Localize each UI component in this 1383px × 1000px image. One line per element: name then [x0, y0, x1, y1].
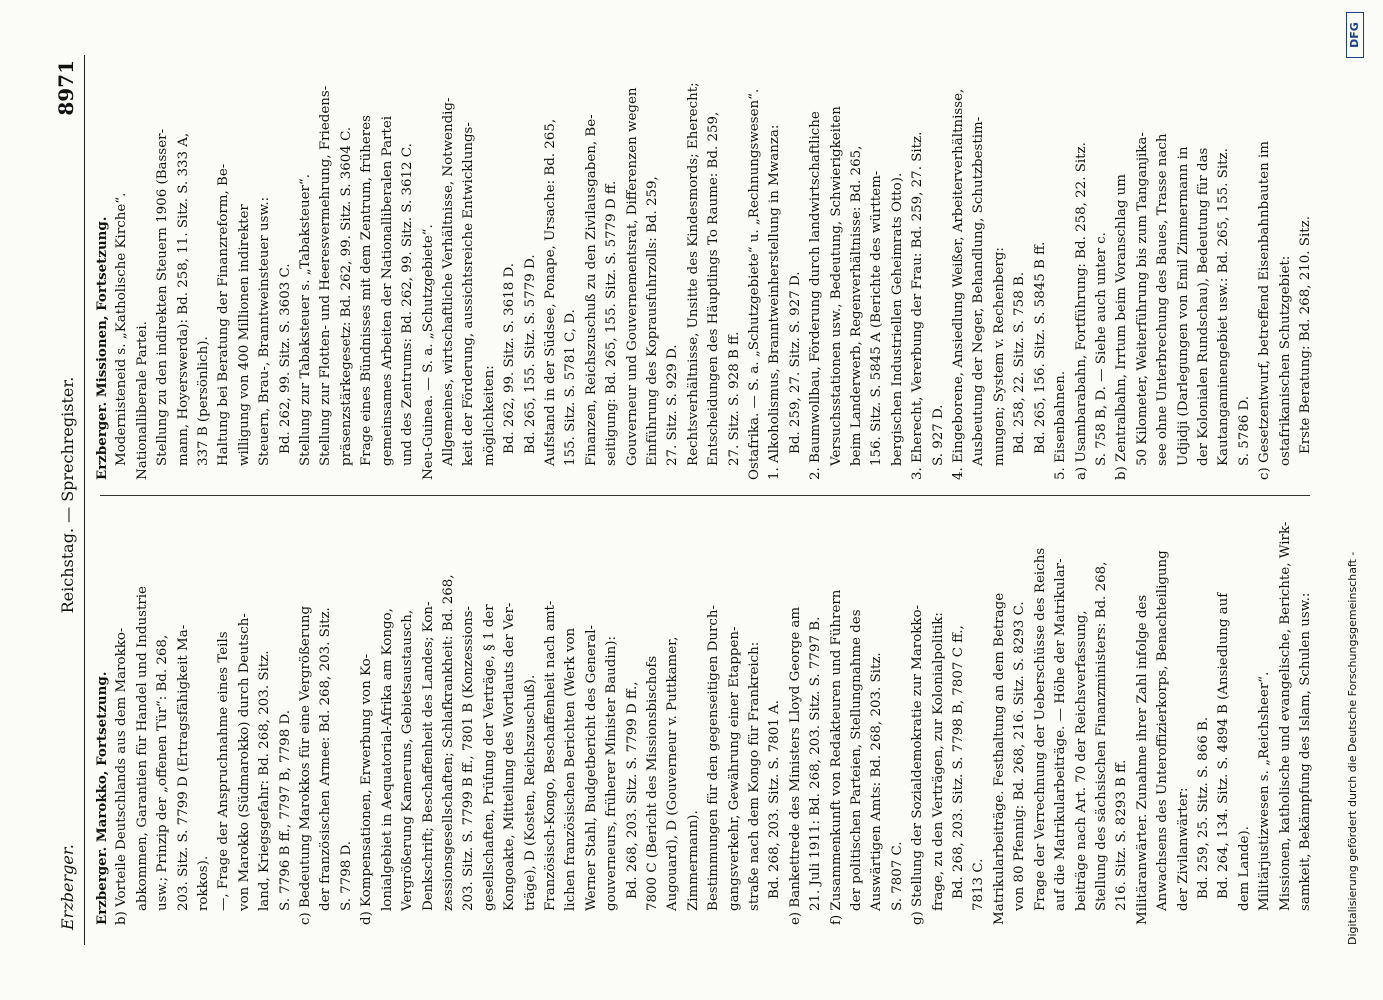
col1-line: Bd. 268, 203. Sitz. S. 7798 B, 7807 C ff., — [951, 625, 967, 899]
col2-line: see ohne Unterbrechung des Baues, Trasse nach — [1155, 133, 1171, 466]
col2-line: Bd. 265, 155. Sitz. S. 5779 D. — [522, 254, 538, 454]
col2-line: Steuern, Brau-, Branntweinsteuer usw.: — [257, 196, 273, 466]
col1-line: Zimmermann). — [685, 810, 701, 911]
col1-line: Bd. 268, 203. Sitz. S. 7801 A. — [767, 700, 783, 899]
col1-line: der französischen Armee: Bd. 268, 203. Sitz. — [318, 607, 334, 911]
col2-line: mann, Hoyerswerda): Bd. 258, 11. Sitz. S. 333 A, — [175, 132, 191, 466]
col1-line: c) Bedeutung Marokkos für eine Vergrößerung — [298, 605, 314, 925]
col1-line: dem Lande). — [1236, 826, 1252, 911]
col1-line: —, Frage der Anspruchnahme eines Teils — [216, 631, 232, 911]
col2-line: 27. Sitz. S. 928 B ff. — [726, 331, 742, 466]
col1-line: samkeit, Bekämpfung des Islam, Schulen usw.: — [1297, 592, 1313, 911]
col1-line: Bd. 268, 203. Sitz. S. 7799 D ff., — [624, 681, 640, 899]
col1-line: auf die Matrikularbeiträge. — Höhe der Matrikular- — [1053, 558, 1069, 911]
col2-line: Udjidji (Darlegungen von Emil Zimmermann in — [1175, 146, 1191, 466]
right-column — [92, 55, 1317, 480]
col2-line: ostafrikanischen Schutzgebiet: — [1277, 255, 1293, 466]
col2-line: mungen; System v. Rechenberg: — [991, 247, 1007, 466]
col2-line: 3. Eherecht, Vererbung der Frau: Bd. 259, 27. Sitz. — [910, 131, 926, 480]
col1-line: 21. Juli 1911: Bd. 268, 203. Sitz. S. 7797 B. — [808, 616, 824, 911]
col2-line: Kautangaminengebiet usw.: Bd. 265, 155. Sitz. — [1216, 148, 1232, 466]
col2-line: 4. Eingeborene, Ansiedlung Weißer, Arbeiterverhältnisse, — [951, 88, 967, 480]
col1-line: Frage der Verrechnung der Ueberschüsse des Reichs — [1032, 547, 1048, 911]
col2-line: 1. Alkoholismus, Branntweinherstellung in Mwanza: — [767, 124, 783, 480]
col1-line: S. 7798 D. — [338, 840, 354, 911]
col2-line: Haltung bei Beratung der Finanzreform, Be- — [216, 163, 232, 466]
col2-line: Erste Beratung: Bd. 268, 210. Sitz. — [1297, 216, 1313, 454]
col2-line: Ostafrika. — S. a. „Schutzgebiete“ u. „Rechnungswesen“. — [747, 88, 762, 480]
running-head: Reichstag. — Sprechregister. — [58, 376, 77, 614]
col1-line: Kongoakte, Mitteilung des Wortlauts der Ver- — [502, 602, 518, 911]
col2-line: S. 927 D. — [930, 404, 946, 466]
col2-line: S. 5786 D. — [1236, 395, 1252, 466]
col2-line: 5. Eisenbahnen. — [1053, 370, 1069, 480]
col1-line: Matrikularbeiträge. Festhaltung an dem Betrage — [991, 592, 1007, 925]
col1-line: von Marokko (Südmarokko) durch Deutsch- — [236, 613, 252, 911]
col2-line: Neu-Guinea. — S. a. „Schutzgebiete“. — [420, 224, 436, 480]
col1-line: Militärjustizwesen s. „Reichsheer“. — [1257, 671, 1273, 911]
col2-line: c) Gesetzentwurf, betreffend Eisenbahnbauten im — [1257, 141, 1273, 480]
col2-line: seitigung: Bd. 265, 155. Sitz. S. 5779 D ff. — [604, 180, 620, 466]
col1-line: gouverneurs, früherer Minister Baudin): — [604, 635, 620, 911]
col2-line: Einführung des Koprausfuhrzolls: Bd. 259, — [644, 176, 660, 466]
col2-line: beim Landerwerb, Regenverhältnisse: Bd. 265, — [849, 145, 865, 466]
col1-line: b) Vorteile Deutschlands aus dem Marokko- — [114, 627, 130, 925]
dfg-logo: DFG — [1346, 12, 1364, 58]
col1-line: Denkschrift; Beschaffenheit des Landes; Kon- — [420, 601, 436, 911]
col1-line: g) Stellung der Sozialdemokratie zur Marokko- — [910, 604, 926, 925]
col2-line: Allgemeines, wirtschaftliche Verhältnisse, Notwendig- — [440, 97, 456, 466]
col2-line: Ausbeutung der Neger, Behandlung, Schutzbestim- — [971, 116, 987, 466]
col2-line: Bd. 265, 156. Sitz. S. 5845 B ff. — [1032, 241, 1048, 454]
col1-line: 216. Sitz. S. 8293 B ff. — [1114, 759, 1130, 911]
col2-line: Erzberger. Missionen, Fortsetzung. — [94, 216, 110, 480]
col1-line: S. 7807 C. — [889, 841, 905, 911]
header-left: Erzberger. — [58, 844, 77, 930]
col1-line: abkommen, Garantien für Handel und Industrie — [134, 586, 150, 911]
col2-line: und des Zentrums: Bd. 262, 99. Sitz. S. 3612 C. — [400, 143, 416, 466]
header-rule — [84, 55, 85, 945]
footer-credit: Digitalisierung gefördert durch die Deutsche Forschungsgemeinschaft - — [1346, 551, 1359, 945]
col1-line: land, Kriegsgefahr: Bd. 268, 203. Sitz. — [257, 650, 273, 911]
col2-line: 27. Sitz. S. 929 D. — [665, 344, 681, 466]
col1-line: f) Zusammenkunft von Redakteuren und Führern — [828, 589, 844, 925]
col1-line: Bd. 259, 25. Sitz. S. 866 B. — [1195, 716, 1211, 899]
col1-line: gesellschaften, Prüfung der Verträge, § 1 der — [481, 604, 497, 911]
col2-line: Bd. 258, 22. Sitz. S. 758 B. — [1012, 271, 1028, 454]
col2-line: Stellung zur Flotten- und Heeresvermehrung, Friedens- — [318, 85, 334, 466]
col2-line: gemeinsames Arbeiten der Nationalliberalen Partei — [379, 115, 395, 466]
col2-line: Aufstand in der Südsee, Ponape, Ursache: Bd. 265, — [542, 118, 558, 466]
col1-line: der politischen Parteien, Stellungnahme des — [849, 609, 865, 911]
col2-line: Modernisteneid s. „Katholische Kirche“. — [114, 192, 130, 466]
col2-line: präsenzstärkegesetz: Bd. 262, 99. Sitz. S. 3604 C. — [338, 126, 354, 466]
col1-line: lonialgebiet in Aequatorial-Afrika am Kongo, — [379, 608, 395, 911]
col2-line: Frage eines Bündnisses mit dem Zentrum, früheres — [359, 115, 375, 466]
col2-line: Bd. 259, 27. Sitz. S. 927 D. — [787, 271, 803, 454]
col1-line: Bd. 264, 134. Sitz. S. 4894 B (Ansiedlung auf — [1216, 592, 1232, 899]
col1-line: Erzberger. Marokko, Fortsetzung. — [94, 671, 110, 925]
col1-line: Militäranwärter. Zunahme ihrer Zahl infolge des — [1134, 594, 1150, 925]
col1-line: 7800 C (Bericht des Missionsbischofs — [644, 655, 660, 911]
col2-line: der Kolonialen Rundschau), Bedeutung für das — [1195, 147, 1211, 466]
col2-line: 2. Baumwollbau, Förderung durch landwirtschaftliche — [808, 111, 824, 480]
col1-line: frage, zu den Verträgen, zur Kolonialpolitik: — [930, 612, 946, 911]
col2-line: Finanzen, Reichszuschuß zu den Zivilausgaben, Be- — [583, 114, 599, 466]
col1-line: Missionen, katholische und evangelische, Berichte, Wirk- — [1277, 521, 1293, 911]
col1-line: Stellung des sächsischen Finanzministers: Bd. 268, — [1093, 561, 1109, 911]
col1-line: zessionsgesellschaften; Schlafkrankheit: Bd. 268, — [440, 574, 456, 911]
col1-line: S. 7796 B ff., 7797 B, 7798 D. — [277, 710, 293, 911]
col1-line: träge), D (Kosten, Reichszuschuß). — [522, 674, 538, 911]
col1-line: Anwachsens des Unteroffizierkorps, Benachteiligung — [1155, 550, 1171, 911]
col1-line: rokkos). — [196, 855, 212, 911]
col1-line: usw.; Prinzip der „offenen Tür“: Bd. 268, — [155, 634, 171, 911]
col1-line: der Zivilanwärter: — [1175, 787, 1191, 911]
col2-line: bergischen Industriellen Geheimrats Otto). — [889, 172, 905, 466]
col2-line: 155. Sitz. S. 5781 C, D. — [563, 309, 579, 466]
col1-line: e) Bankettrede des Ministers Lloyd George am — [787, 606, 803, 925]
col1-line: lichen französischen Berichten (Werk von — [563, 627, 579, 911]
col2-line: Gouverneur und Gouvernementsrat, Differenzen wegen — [624, 87, 640, 466]
col1-line: Werner Stahl, Budgetbericht des General- — [583, 624, 599, 911]
col1-line: 203. Sitz. S. 7799 D (Ertragsfähigkeit Ma- — [175, 624, 191, 911]
column-divider — [100, 495, 1310, 496]
col2-line — [1316, 55, 1317, 480]
page-header — [54, 60, 82, 930]
col2-line: Bd. 262, 99. Sitz. S. 3618 D. — [502, 262, 518, 454]
col2-line: a) Usambarabahn, Fortführung: Bd. 258, 22. Sitz. — [1073, 142, 1089, 480]
col1-line — [1316, 500, 1317, 925]
col2-line: 156. Sitz. S. 5845 A (Berichte des württem- — [869, 170, 885, 466]
col2-line: Stellung zu den indirekten Steuern 1906 (Basser- — [155, 128, 171, 466]
col1-line: gangsverkehr, Gewährung einer Etappen- — [726, 626, 742, 911]
col1-line: 7813 C. — [971, 858, 987, 911]
col1-line: straße nach dem Kongo für Frankreich: — [747, 641, 762, 911]
col2-line: b) Zentralbahn, Irrtum beim Voranschlag um — [1114, 174, 1130, 480]
col1-line: 203. Sitz. S. 7799 B ff., 7801 B (Konzessions- — [461, 606, 477, 911]
col2-line: Versuchsstationen usw., Bedeutung, Schwierigkeiten — [828, 106, 844, 466]
col2-line: Rechtsverhältnisse, Unsitte des Kindesmords; Eherecht; — [685, 82, 701, 466]
col1-line: d) Kompensationen, Erwerbung von Ko- — [359, 653, 375, 925]
col1-line: Augouard), D (Gouverneur v. Puttkamer, — [665, 636, 681, 911]
col2-line: 337 B (persönlich). — [196, 336, 212, 466]
col2-line: keit der Förderung, aussichtsreiche Entwicklungs- — [461, 122, 477, 466]
col2-line: möglichkeiten: — [481, 365, 497, 466]
page-number: 8971 — [54, 60, 78, 116]
col2-line: 50 Kilometer, Weiterführung bis zum Tanganjika- — [1134, 132, 1150, 466]
col1-line: Französisch-Kongo, Beschaffenheit nach amt- — [542, 600, 558, 911]
col1-line: Auswärtigen Amts: Bd. 268, 203. Sitz. — [869, 652, 885, 911]
col1-line: beiträge nach Art. 70 der Reichsverfassung, — [1073, 610, 1089, 911]
col1-line: von 80 Pfennig: Bd. 268, 216. Sitz. S. 8293 C. — [1012, 601, 1028, 911]
col2-line: Stellung zur Tabaksteuer s. „Tabaksteuer“. — [298, 173, 314, 466]
col2-line: Nationalliberale Partei. — [134, 321, 150, 480]
col2-line: Entscheidungen des Häuptlings To Raume: Bd. 259, — [706, 111, 722, 466]
col2-line: S. 758 B, D. — Siehe auch unter c. — [1093, 232, 1109, 466]
col1-line: Bestimmungen für den gegenseitigen Durch- — [706, 604, 722, 911]
col2-line: willigung von 400 Millionen indirekter — [236, 204, 252, 466]
col1-line: Vergrößerung Kameruns, Gebietsaustausch, — [400, 609, 416, 911]
left-column — [92, 500, 1317, 925]
col2-line: Bd. 262, 99. Sitz. S. 3603 C. — [277, 263, 293, 454]
